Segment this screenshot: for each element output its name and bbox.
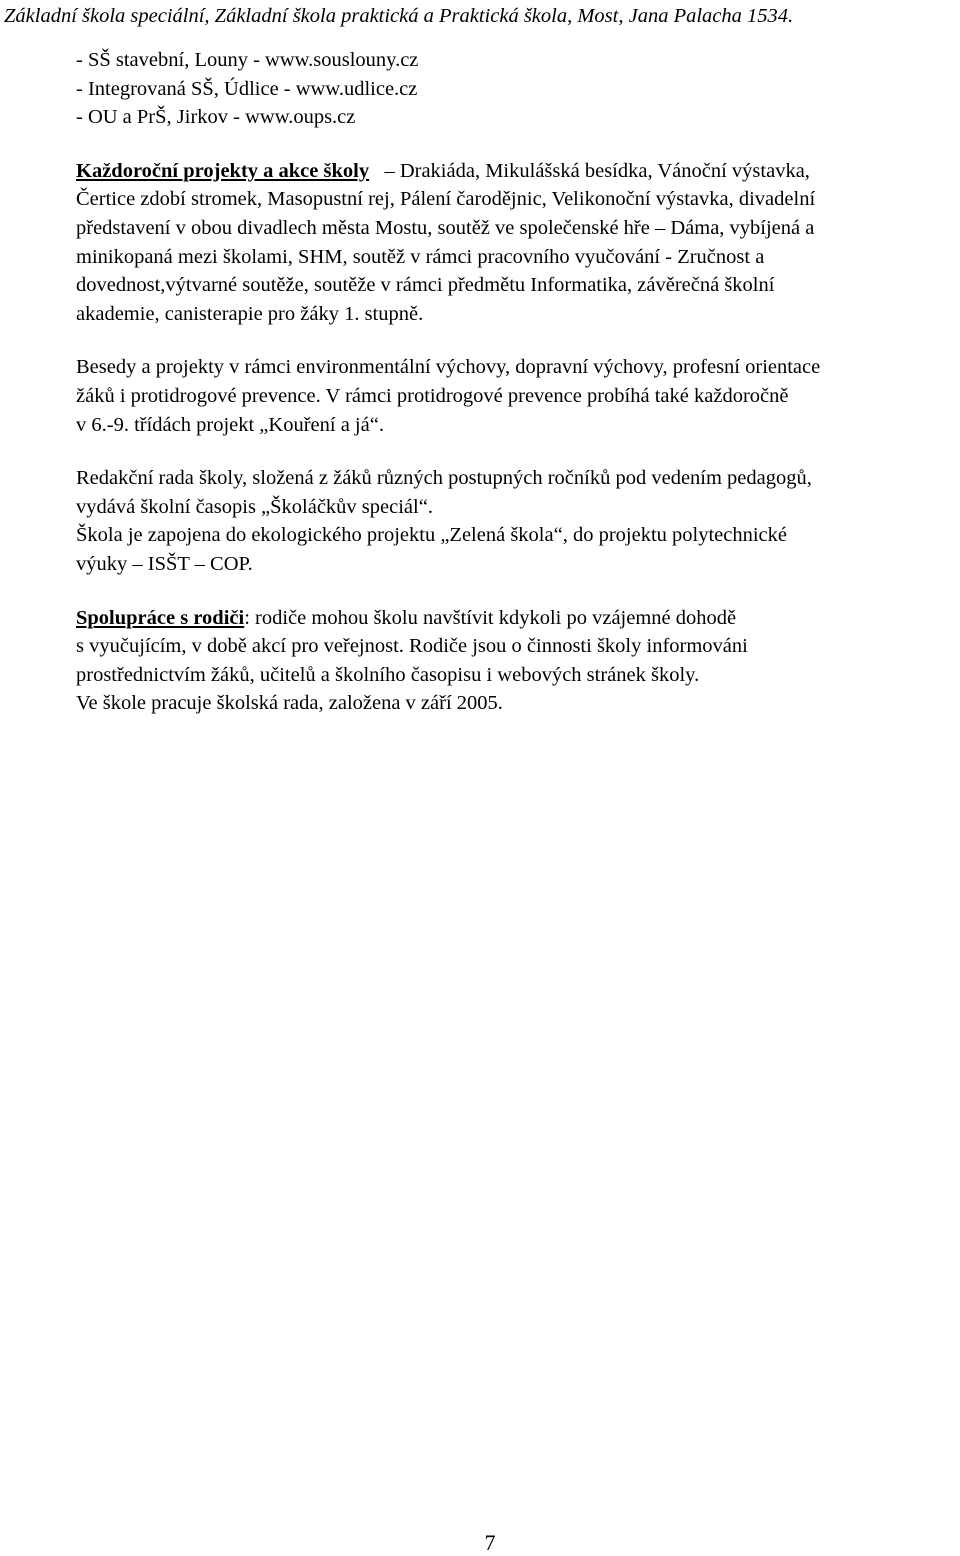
list-item: - Integrovaná SŠ, Údlice - www.udlice.cz [76,77,418,100]
spoluprace-first-line-text: : rodiče mohou školu navštívit kdykoli po vzájemné dohodě [244,606,737,629]
projects-paragraph [76,157,956,329]
paragraph-line: žáků i protidrogové prevence. V rámci protidrogové prevence probíhá také každoročně [76,384,789,407]
projects-first-line [76,157,956,186]
paragraph-line: prostřednictvím žáků, učitelů a školního časopisu i webových stránek školy. [76,663,700,686]
paragraph-line: Redakční rada školy, složená z žáků různých postupných ročníků pod vedením pedagogů, [76,467,812,490]
partner-schools-list [76,46,956,132]
redakce-paragraph [76,464,956,578]
page-number: 7 [484,1530,496,1555]
list-item: - SŠ stavební, Louny - www.souslouny.cz [76,49,419,71]
paragraph-line: Škola je zapojena do ekologického projektu „Zelená škola“, do projektu polytechnické [76,524,787,547]
projects-heading: Každoroční projekty a akce školy [76,159,370,182]
paragraph-line: představení v obou divadlech města Mostu, soutěž ve společenské hře – Dáma, vybíjená a [76,216,815,239]
spoluprace-heading: Spolupráce s rodiči [76,606,245,629]
page-header: Základní škola speciální, Základní škola praktická a Praktická škola, Most, Jana Palacha 1534. [4,5,794,27]
paragraph-line: výuky – ISŠT – COP. [76,552,253,575]
paragraph-line: akademie, canisterapie pro žáky 1. stupně. [76,302,424,325]
besedy-paragraph [76,353,956,439]
spoluprace-first-line [76,604,956,633]
paragraph-line: Ve škole pracuje školská rada, založena v září 2005. [76,692,503,715]
spoluprace-paragraph [76,604,956,718]
paragraph-line: Besedy a projekty v rámci environmentální výchovy, dopravní výchovy, profesní orientace [76,356,821,379]
paragraph-line: dovednost,výtvarné soutěže, soutěže v rámci předmětu Informatika, závěrečná školní [76,274,775,297]
projects-first-line-text: – Drakiáda, Mikulášská besídka, Vánoční výstavka, [369,159,810,182]
paragraph-line: minikopaná mezi školami, SHM, soutěž v rámci pracovního vyučování - Zručnost a [76,245,765,268]
paragraph-line: s vyučujícím, v době akcí pro veřejnost. Rodiče jsou o činnosti školy informováni [76,635,748,658]
paragraph-line: v 6.-9. třídách projekt „Kouření a já“. [76,413,384,436]
list-item: - OU a PrŠ, Jirkov - www.oups.cz [76,106,356,129]
document-body [76,46,956,718]
paragraph-line: vydává školní časopis „Školáčkův speciál“. [76,495,433,518]
paragraph-line: Čertice zdobí stromek, Masopustní rej, Pálení čarodějnic, Velikonoční výstavka, divadelní [76,188,816,211]
